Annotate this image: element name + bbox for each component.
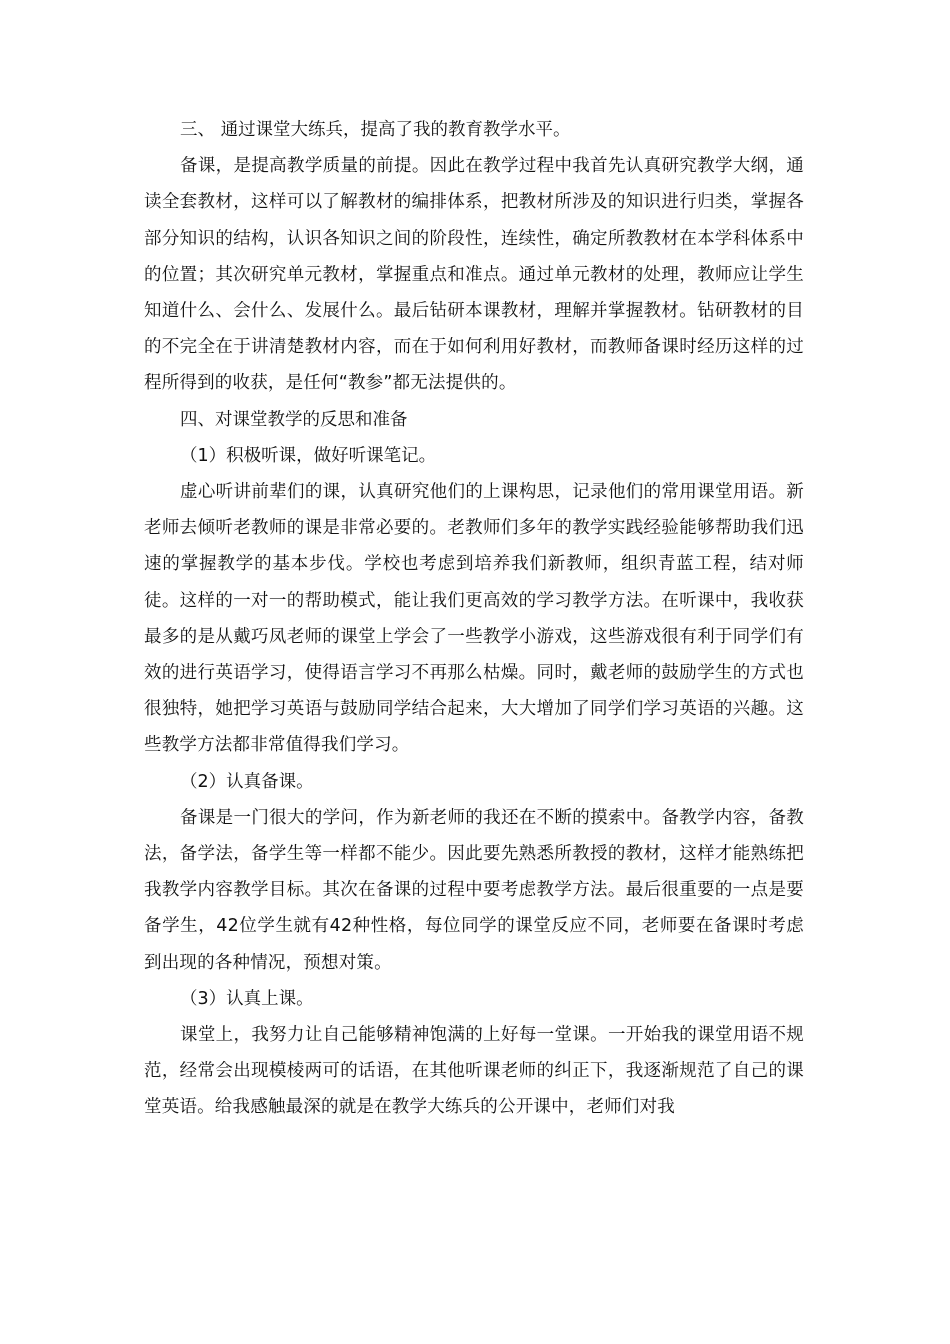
paragraph-prepare-lessons: 备课是一门很大的学问，作为新老师的我还在不断的摸索中。备教学内容，备教法，备学法，备学生等一样都不能少。因此要先熟悉所教授的教材，这样才能熟练把我教学内容教学目标。其次在备课的过程中要考虑教学方法。最后很重要的一点是要备学生，42位学生就有42种性格，每位同学的课堂反应不同，老师要在备课时考虑到出现的各种情况，预想对策。: [144, 807, 804, 973]
paragraph-observe-classes: 虚心听讲前辈们的课，认真研究他们的上课构思，记录他们的常用课堂用语。新老师去倾听老教师的课是非常必要的。老教师们多年的教学实践经验能够帮助我们迅速的掌握教学的基本步伐。学校也考虑到培养我们新教师，组织青蓝工程，结对师徒。这样的一对一的帮助模式，能让我们更高效的学习教学方法。在听课中，我收获最多的是从戴巧凤老师的课堂上学会了一些教学小游戏，这些游戏很有利于同学们有效的进行英语学习，使得语言学习不再那么枯燥。同时，戴老师的鼓励学生的方式也很独特，她把学习英语与鼓励同学结合起来，大大增加了同学们学习英语的兴趣。这些教学方法都非常值得我们学习。: [144, 482, 804, 756]
subheading-1: （1）积极听课，做好听课笔记。: [180, 445, 437, 466]
section-heading-3: 三、 通过课堂大练兵，提高了我的教育教学水平。: [180, 120, 571, 140]
paragraph-lesson-preparation: 备课，是提高教学质量的前提。因此在教学过程中我首先认真研究教学大纲，通读全套教材，这样可以了解教材的编排体系，把教材所涉及的知识进行归类，掌握各部分知识的结构，认识各知识之间的阶段性，连续性，确定所教教材在本学科体系中的位置；其次研究单元教材，掌握重点和准点。通过单元教材的处理，教师应让学生知道什么、会什么、发展什么。最后钻研本课教材，理解并掌握教材。钻研教材的目的不完全在于讲清楚教材内容，而在于如何利用好教材，而教师备课时经历这样的过程所得到的收获，是任何“教参”都无法提供的。: [144, 156, 804, 394]
document-body: [144, 112, 804, 1126]
subheading-3: （3）认真上课。: [180, 988, 314, 1009]
subheading-2: （2）认真备课。: [180, 771, 314, 792]
paragraph-teach-classes: 课堂上，我努力让自己能够精神饱满的上好每一堂课。一开始我的课堂用语不规范，经常会出现模棱两可的话语，在其他听课老师的纠正下，我逐渐规范了自己的课堂英语。给我感触最深的就是在教学大练兵的公开课中，老师们对我: [144, 1025, 804, 1118]
section-heading-4: 四、对课堂教学的反思和准备: [180, 409, 408, 430]
